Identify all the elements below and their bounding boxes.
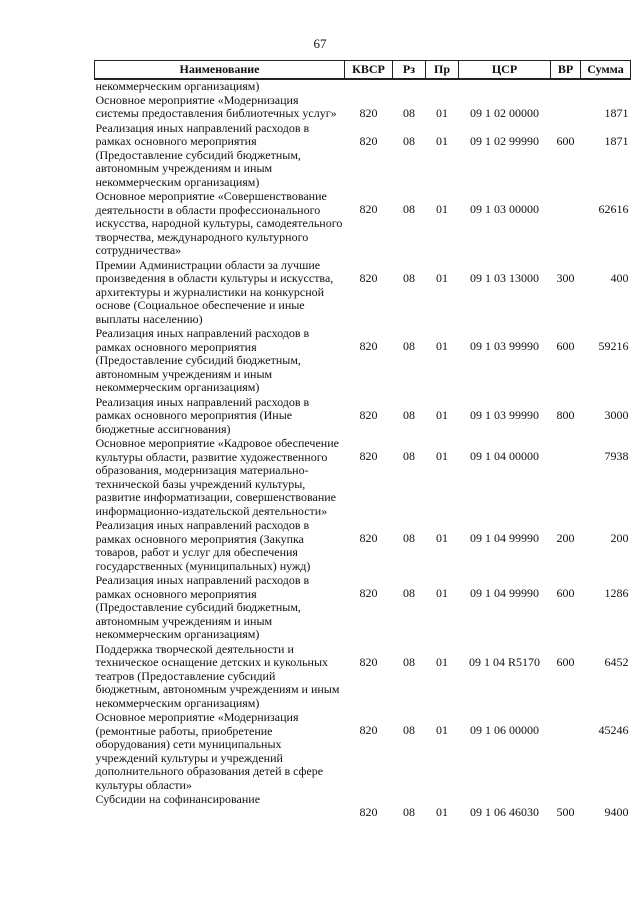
cell-sum: 1871 [604,105,629,120]
cell-csr: 09 1 03 13000 [470,270,539,285]
table-row [95,437,631,519]
table-body [95,79,631,821]
cell-csr: 09 1 06 46030 [470,805,539,819]
cell-csr: 09 1 04 R5170 [468,654,540,669]
cell-name: Основное мероприятие «Модернизация системы предоставления библиотечных услуг» [95,92,337,120]
cell-name: Премии Администрации области за лучшие произведения в области культуры и искусства, архитектуры и журналистики на конкурсной основе (Социальное обеспечение и иные выплаты населению) [95,257,334,326]
cell-pr: 01 [436,531,448,545]
table-row [95,396,631,438]
cell-kvsr: 820 [359,654,378,669]
cell-rz: 08 [403,723,415,737]
table-row [95,190,631,259]
table-row [95,259,631,328]
cell-kvsr: 820 [359,270,378,285]
table-row [95,574,631,643]
cell-kvsr: 820 [359,133,378,148]
cell-kvsr: 820 [359,723,378,737]
cell-name: Реализация иных направлений расходов в рамках основного мероприятия (Предоставление субсидий бюджетным, автономным учреждениям и иным некоммерческим организациям) [95,573,310,641]
cell-rz: 08 [403,270,415,285]
cell-vr: 600 [556,339,575,353]
table-row [95,327,631,396]
cell-name: Основное мероприятие «Совершенствование деятельности в области профессионального искусства, народной культуры, самодеятельного творчества, международного культурного сотрудничества» [95,189,343,257]
cell-kvsr: 820 [359,339,378,353]
table-row [95,94,631,122]
cell-rz: 08 [403,407,415,422]
cell-name: Основное мероприятие «Модернизация (ремонтные работы, приобретение оборудования) сети муниципальных учреждений культуры и учреждений дополнительного образования детей в сфере культуры области» [95,710,324,792]
cell-pr: 01 [436,133,448,148]
cell-pr: 01 [436,270,448,285]
budget-table [94,60,631,821]
cell-sum: 1286 [604,586,629,600]
header-pr: Пр [426,61,459,80]
cell-kvsr: 820 [359,407,378,422]
cell-name: Реализация иных направлений расходов в рамках основного мероприятия (Предоставление субсидий бюджетным, автономным учреждениям и иным некоммерческим организациям) [95,120,310,189]
header-rz: Рз [393,61,426,80]
cell-vr: 800 [556,407,575,422]
cell-rz: 08 [403,531,415,545]
cell-pr: 01 [436,339,448,353]
cell-vr: 600 [556,586,575,600]
cell-vr: 600 [556,133,575,148]
cell-sum: 3000 [604,407,629,422]
header-name: Наименование [95,61,345,80]
table-row [95,711,631,793]
cell-pr: 01 [436,105,448,120]
cell-name: Реализация иных направлений расходов в рамках основного мероприятия (Иные бюджетные ассигнования) [95,394,310,436]
cell-vr: 600 [556,654,575,669]
cell-name: Основное мероприятие «Кадровое обеспечение культуры области, развитие художественного образования, модернизация материально-технической базы учреждений культуры, развитие информатизации, совершенствование информационно-издательской деятельности» [95,436,339,518]
cell-kvsr: 820 [359,805,378,819]
cell-csr: 09 1 04 99990 [470,586,539,600]
cell-sum: 200 [610,531,629,545]
cell-pr: 01 [436,654,448,669]
table-row [95,793,631,821]
cell-csr: 09 1 03 99990 [470,339,539,353]
cell-sum: 6452 [604,654,629,669]
cell-sum: 62616 [598,202,629,216]
cell-rz: 08 [403,449,415,463]
cell-pr: 01 [436,449,448,463]
table-row [95,519,631,574]
cell-pr: 01 [436,407,448,422]
cell-rz: 08 [403,654,415,669]
cell-rz: 08 [403,202,415,216]
cell-name: Поддержка творческой деятельности и техническое оснащение детских и кукольных театров (Предоставление субсидий бюджетным, автономным учреждениям и иным некоммерческим организациям) [95,641,340,710]
cell-sum: 7938 [604,449,629,463]
cell-csr: 09 1 04 99990 [470,531,539,545]
cell-vr: 200 [556,531,575,545]
cell-vr: 500 [556,805,575,819]
table-row [95,122,631,191]
cell-name: Реализация иных направлений расходов в рамках основного мероприятия (Закупка товаров, работ и услуг для обеспечения государственных (муниципальных) нужд) [95,518,311,573]
cell-sum: 45246 [598,723,629,737]
cell-vr [551,711,581,793]
header-csr: ЦСР [459,61,551,80]
cell-vr [551,190,581,259]
cell-name: Реализация иных направлений расходов в рамках основного мероприятия (Предоставление субсидий бюджетным, автономным учреждениям и иным некоммерческим организациям) [95,326,310,394]
cell-pr: 01 [436,202,448,216]
cell-pr: 01 [436,723,448,737]
cell-kvsr: 820 [359,586,378,600]
cell-vr: 300 [556,270,575,285]
header-vr: ВР [551,61,581,80]
cell-kvsr: 820 [359,202,378,216]
cell-kvsr: 820 [359,449,378,463]
cell-rz: 08 [403,805,415,819]
header-kvsr: КВСР [345,61,393,80]
cell-vr [551,437,581,519]
header-sum: Сумма [581,61,631,80]
cell-pr: 01 [436,805,448,819]
cell-csr: 09 1 03 99990 [470,407,539,422]
cell-rz: 08 [403,339,415,353]
cell-csr: 09 1 04 00000 [470,449,539,463]
cell-vr [551,94,581,122]
cell-csr: 09 1 02 99990 [470,133,539,148]
cell-csr: 09 1 03 00000 [470,202,539,216]
table-row [95,643,631,712]
cell-rz: 08 [403,586,415,600]
cell-rz: 08 [403,105,415,120]
continuation-text: некоммерческим организациям) [95,79,260,93]
cell-sum: 1871 [604,133,629,148]
cell-csr: 09 1 02 00000 [470,105,539,120]
page-number: 67 [313,36,327,51]
cell-name: Субсидии на софинансирование [95,792,261,806]
cell-kvsr: 820 [359,531,378,545]
cell-sum: 9400 [604,805,629,819]
cell-pr: 01 [436,586,448,600]
cell-csr: 09 1 06 00000 [470,723,539,737]
cell-kvsr: 820 [359,105,378,120]
cell-rz: 08 [403,133,415,148]
continuation-row [95,79,631,94]
table-header [95,61,631,80]
cell-sum: 400 [610,270,629,285]
cell-sum: 59216 [598,339,629,353]
